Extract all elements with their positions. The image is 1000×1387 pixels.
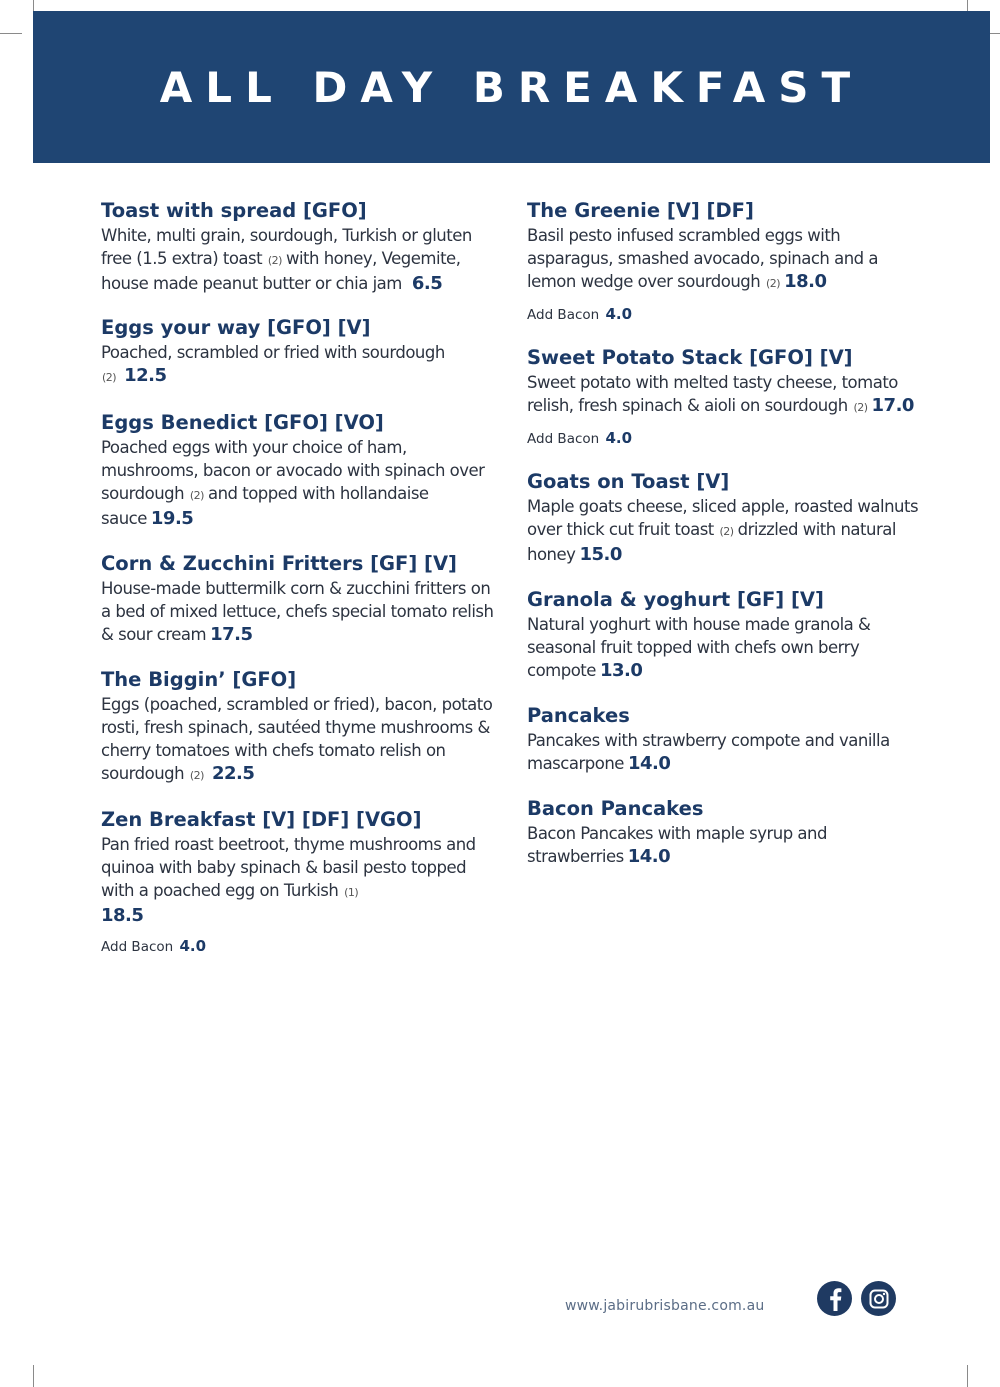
item-name: Goats on Toast [V] xyxy=(527,470,730,493)
menu-item xyxy=(527,703,922,775)
menu-item xyxy=(527,198,922,323)
item-quantity: (2) xyxy=(766,277,781,290)
item-price: 6.5 xyxy=(411,273,443,294)
item-name: The Biggin’ [GFO] xyxy=(101,668,297,691)
item-name: Corn & Zucchini Fritters [GF] [V] xyxy=(101,552,457,575)
item-quantity: (2) xyxy=(853,401,868,414)
menu-title: ALL DAY BREAKFAST xyxy=(159,62,864,112)
addon-bacon: Add Bacon 4.0 xyxy=(527,305,633,323)
item-description: Maple goats cheese, sliced apple, roasted walnuts over thick cut fruit toast (2) drizzled with natural honey 15.0 xyxy=(527,497,919,565)
menu-item xyxy=(527,587,922,682)
item-description: Poached eggs with your choice of ham, mushrooms, bacon or avocado with spinach over sourdough (2) and topped with hollandaise sauce 19.5 xyxy=(101,438,485,529)
item-price: 17.0 xyxy=(871,395,914,416)
item-price: 18.5 xyxy=(101,905,144,926)
addon-price: 4.0 xyxy=(605,429,633,447)
crop-mark xyxy=(33,1365,34,1387)
item-name: Bacon Pancakes xyxy=(527,797,704,820)
item-description: Natural yoghurt with house made granola & seasonal fruit topped with chefs own berry compote 13.0 xyxy=(527,615,871,681)
item-name: The Greenie [V] [DF] xyxy=(527,199,754,222)
item-quantity: (2) xyxy=(719,525,734,538)
item-description: Eggs (poached, scrambled or fried), bacon, potato rosti, fresh spinach, sautéed thyme mushrooms & cherry tomatoes with chefs tomato relish on sourdough (2) 22.5 xyxy=(101,695,493,784)
item-quantity: (2) xyxy=(267,254,282,267)
addon-price: 4.0 xyxy=(179,937,207,955)
addon-price: 4.0 xyxy=(605,305,633,323)
menu-item xyxy=(101,667,496,787)
menu-item xyxy=(101,315,496,389)
item-price: 14.0 xyxy=(627,753,671,774)
item-description: House-made buttermilk corn & zucchini fritters on a bed of mixed lettuce, chefs special tomato relish & sour cream 17.5 xyxy=(101,579,494,645)
item-description: Basil pesto infused scrambled eggs with asparagus, smashed avocado, spinach and a lemon wedge over sourdough (2) 18.0 xyxy=(527,226,879,292)
instagram-icon[interactable] xyxy=(861,1281,896,1316)
menu-item xyxy=(527,796,922,868)
left-column xyxy=(101,198,496,973)
facebook-glyph xyxy=(826,1287,844,1311)
website-link[interactable]: www.jabirubrisbane.com.au xyxy=(565,1298,765,1314)
item-name: Sweet Potato Stack [GFO] [V] xyxy=(527,346,853,369)
item-name: Toast with spread [GFO] xyxy=(101,199,367,222)
menu-item xyxy=(101,807,496,955)
crop-mark xyxy=(967,1365,968,1387)
item-name: Granola & yoghurt [GF] [V] xyxy=(527,588,824,611)
item-quantity: (2) xyxy=(189,489,204,502)
item-description: Bacon Pancakes with maple syrup and strawberries 14.0 xyxy=(527,824,827,867)
item-name: Zen Breakfast [V] [DF] [VGO] xyxy=(101,808,422,831)
item-quantity: (2) xyxy=(102,371,117,384)
menu-item xyxy=(101,410,496,530)
item-price: 14.0 xyxy=(627,846,671,867)
item-name: Eggs your way [GFO] [V] xyxy=(101,316,371,339)
menu-item xyxy=(527,345,922,447)
item-name: Pancakes xyxy=(527,704,630,727)
item-description: Pancakes with strawberry compote and vanilla mascarpone 14.0 xyxy=(527,731,890,774)
menu-item xyxy=(101,551,496,646)
item-price: 22.5 xyxy=(211,763,255,784)
item-description: Sweet potato with melted tasty cheese, tomato relish, fresh spinach & aioli on sourdough (2) 17.0 xyxy=(527,373,914,416)
item-description: Poached, scrambled or fried with sourdough (2) 12.5 xyxy=(101,343,445,386)
item-price: 18.0 xyxy=(784,271,827,292)
menu-header xyxy=(33,11,990,163)
item-description: Pan fried roast beetroot, thyme mushrooms and quinoa with baby spinach & basil pesto topped with a poached egg on Turkish (1) 18.5 xyxy=(101,835,476,926)
facebook-icon[interactable] xyxy=(817,1281,852,1316)
item-quantity: (1) xyxy=(344,886,359,899)
item-description: White, multi grain, sourdough, Turkish or gluten free (1.5 extra) toast (2) with honey, Vegemite, house made peanut butter or chia jam 6.5 xyxy=(101,226,472,294)
menu-item xyxy=(101,198,496,295)
item-price: 17.5 xyxy=(210,624,253,645)
addon-bacon: Add Bacon 4.0 xyxy=(527,429,633,447)
item-quantity: (2) xyxy=(189,769,204,782)
item-price: 12.5 xyxy=(124,365,167,386)
instagram-glyph xyxy=(869,1289,889,1309)
item-price: 15.0 xyxy=(579,544,622,565)
addon-bacon: Add Bacon 4.0 xyxy=(101,937,207,955)
crop-mark xyxy=(0,33,22,34)
right-column xyxy=(527,198,922,886)
item-name: Eggs Benedict [GFO] [VO] xyxy=(101,411,384,434)
item-price: 13.0 xyxy=(599,660,643,681)
menu-item xyxy=(527,469,922,566)
item-price: 19.5 xyxy=(150,508,194,529)
